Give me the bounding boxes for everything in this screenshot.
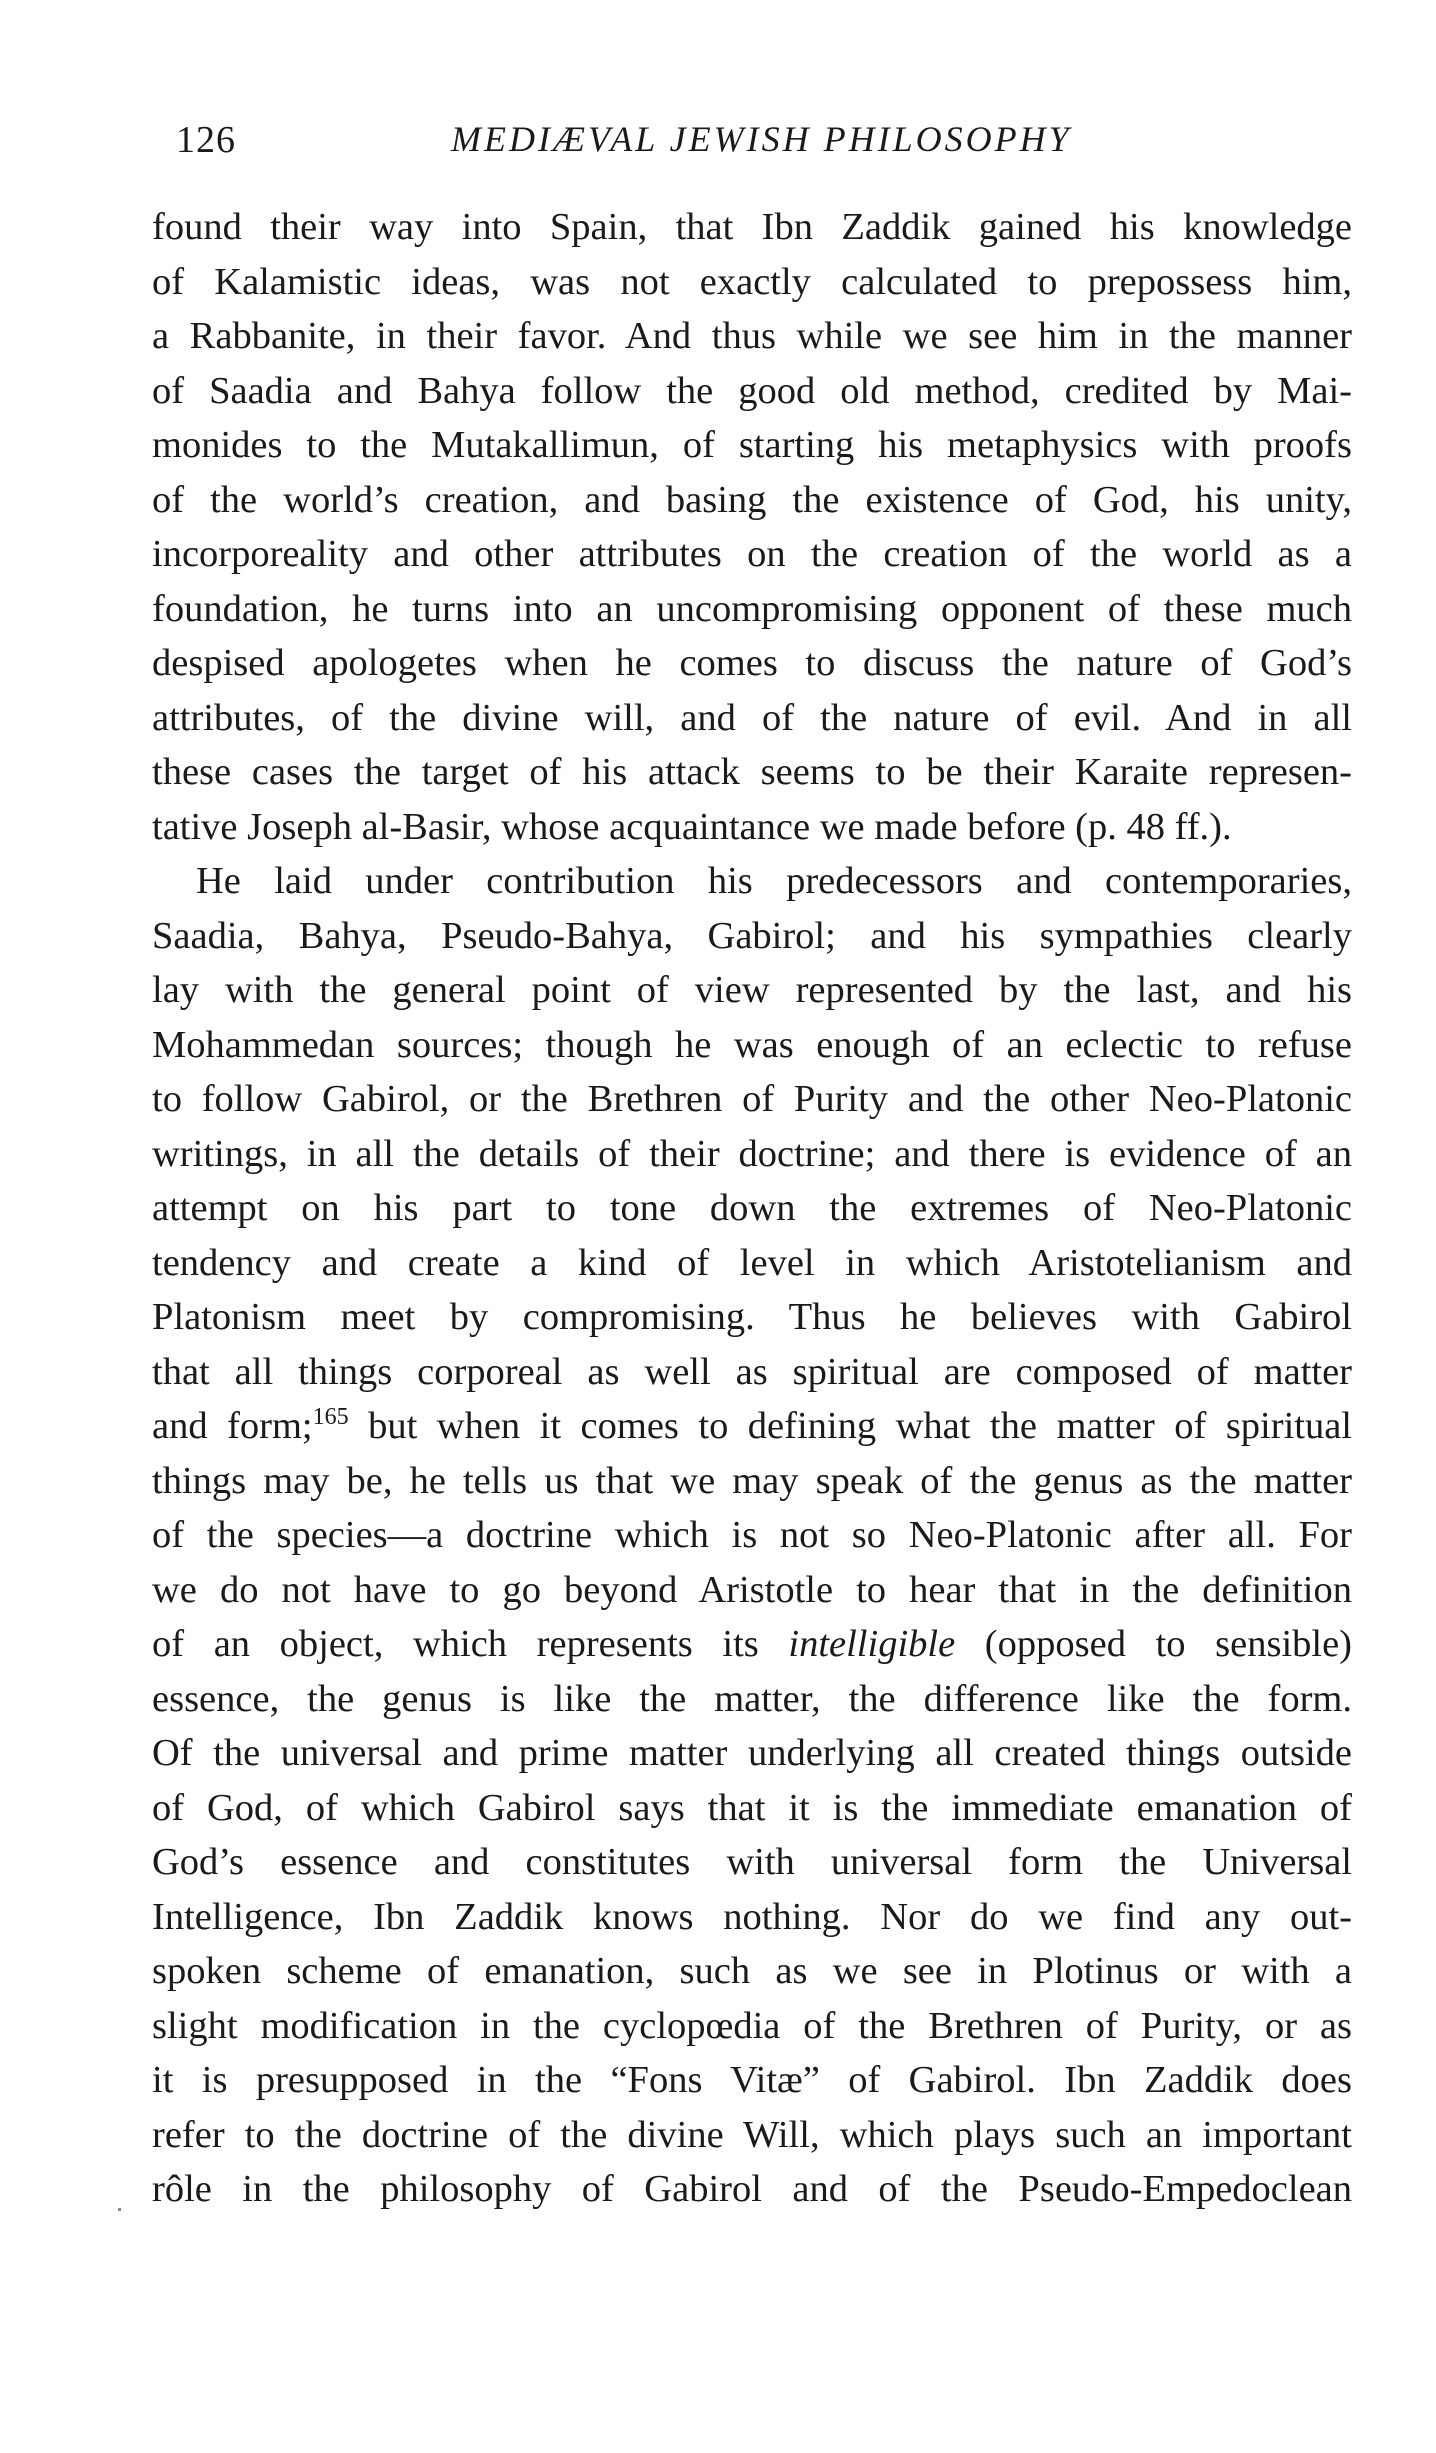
text-segment: (opposed to sensible) [955, 1623, 1352, 1665]
text-line: Platonism meet by compromising. Thus he believes with Gabirol [152, 1296, 1352, 1338]
text-line: incorporeality and other attributes on the creation of the world as a [152, 533, 1352, 575]
text-line-with-footnote [152, 1399, 1352, 1454]
text-segment: but when it comes to defining what the matter of spiritual [348, 1405, 1352, 1447]
text-line: refer to the doctrine of the divine Will, which plays such an important [152, 2113, 1352, 2156]
text-line: of Kalamistic ideas, was not exactly calculated to prepossess him, [152, 260, 1352, 303]
text-line: Intelligence, Ibn Zaddik knows nothing. Nor do we find any out- [152, 1895, 1352, 1938]
text-line: He laid under contribution his predecessors and contemporaries, [196, 860, 1352, 902]
running-head [176, 118, 1356, 178]
text-line: essence, the genus is like the matter, the difference like the form. [152, 1677, 1352, 1720]
text-line: foundation, he turns into an uncompromising opponent of these much [152, 587, 1352, 630]
text-segment: and form; [152, 1405, 313, 1447]
italic-term: intelligible [788, 1623, 956, 1665]
text-line: monides to the Mutakallimun, of starting his metaphysics with proofs [152, 424, 1352, 466]
text-line: slight modification in the cyclopœdia of the Brethren of Purity, or as [152, 2004, 1352, 2047]
text-line: rôle in the philosophy of Gabirol and of the Pseudo-Empedoclean [152, 2168, 1352, 2210]
text-line: of Saadia and Bahya follow the good old method, credited by Mai- [152, 369, 1352, 412]
text-line: these cases the target of his attack seems to be their Karaite represen- [152, 751, 1352, 793]
text-line: that all things corporeal as well as spiritual are composed of matter [152, 1350, 1352, 1393]
body-text [152, 200, 1352, 2217]
text-line: of the species—a doctrine which is not so Neo-Platonic after all. For [152, 1514, 1352, 1556]
footnote-reference: 165 [312, 1404, 349, 1430]
running-title: MEDIÆVAL JEWISH PHILOSOPHY [451, 119, 1072, 159]
page-number: 126 [176, 119, 236, 161]
text-line: despised apologetes when he comes to discuss the nature of God’s [152, 642, 1352, 684]
text-line-with-emphasis [152, 1617, 1352, 1672]
print-speck [118, 2208, 121, 2211]
text-line: spoken scheme of emanation, such as we see in Plotinus or with a [152, 1950, 1352, 1992]
text-line: things may be, he tells us that we may speak of the genus as the matter [152, 1459, 1352, 1502]
text-line: Saadia, Bahya, Pseudo-Bahya, Gabirol; and his sympathies clearly [152, 914, 1352, 957]
text-line: a Rabbanite, in their favor. And thus while we see him in the manner [152, 315, 1352, 357]
text-line: lay with the general point of view represented by the last, and his [152, 969, 1352, 1011]
text-line: we do not have to go beyond Aristotle to hear that in the definition [152, 1568, 1352, 1611]
text-line: to follow Gabirol, or the Brethren of Purity and the other Neo-Platonic [152, 1078, 1352, 1120]
text-line: tative Joseph al-Basir, whose acquaintance we made before (p. 48 ff.). [152, 805, 1232, 848]
text-segment: of an object, which represents its [152, 1623, 759, 1665]
text-line: of God, of which Gabirol says that it is the immediate emanation of [152, 1786, 1352, 1829]
text-line: attempt on his part to tone down the extremes of Neo-Platonic [152, 1187, 1352, 1229]
text-line: it is presupposed in the “Fons Vitæ” of Gabirol. Ibn Zaddik does [152, 2059, 1352, 2101]
text-line: found their way into Spain, that Ibn Zaddik gained his knowledge [152, 206, 1352, 248]
text-line: Of the universal and prime matter underlying all created things outside [152, 1732, 1352, 1774]
text-line: tendency and create a kind of level in which Aristotelianism and [152, 1241, 1352, 1284]
text-line: Mohammedan sources; though he was enough of an eclectic to refuse [152, 1023, 1352, 1066]
text-line: God’s essence and constitutes with universal form the Universal [152, 1841, 1352, 1883]
text-line: of the world’s creation, and basing the existence of God, his unity, [152, 478, 1352, 521]
text-line: writings, in all the details of their doctrine; and there is evidence of an [152, 1132, 1352, 1175]
text-line: attributes, of the divine will, and of the nature of evil. And in all [152, 696, 1352, 739]
